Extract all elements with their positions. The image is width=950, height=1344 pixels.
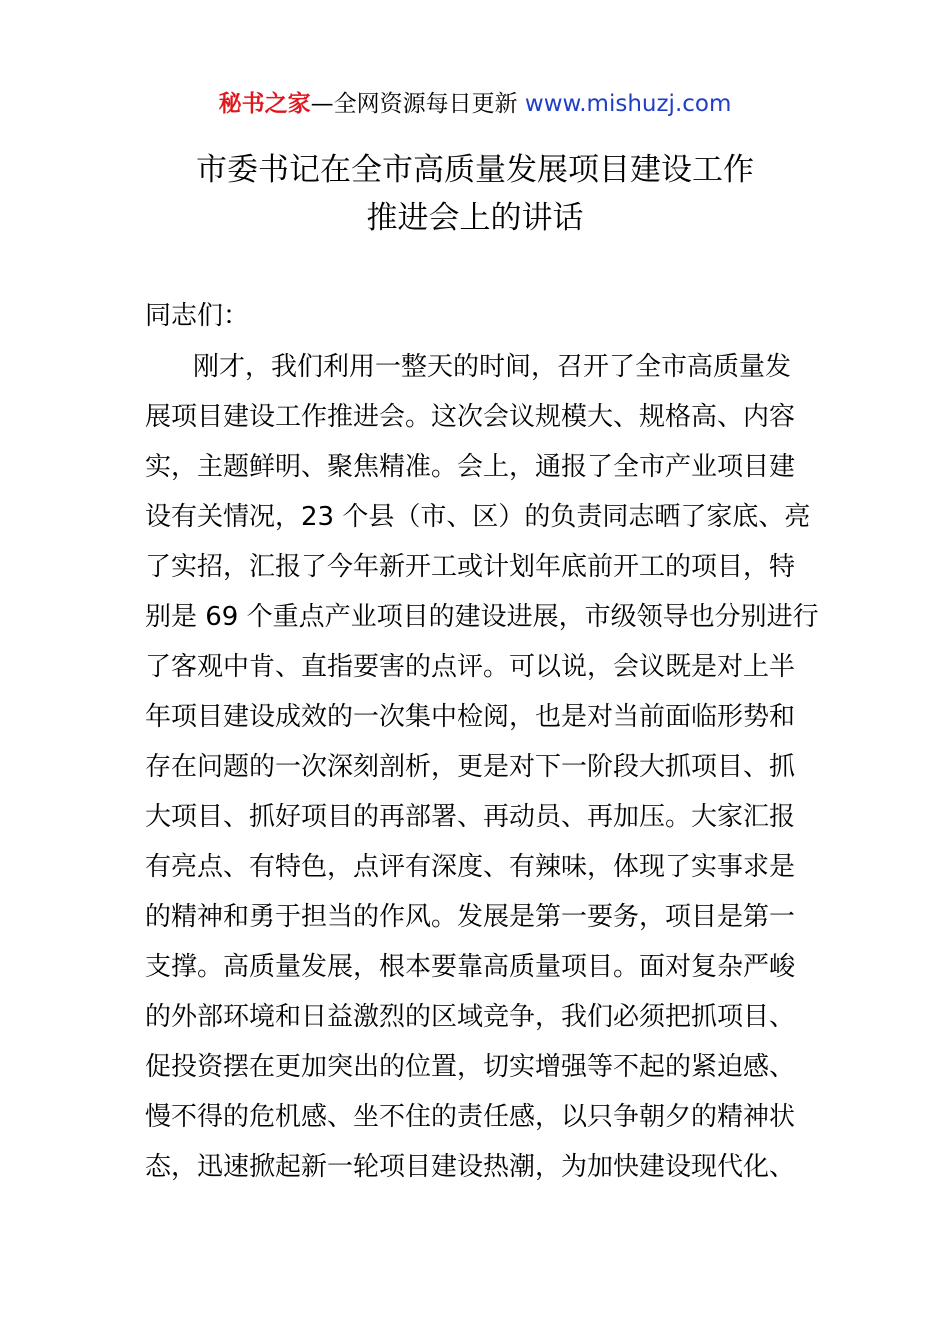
site-header <box>0 88 950 120</box>
body-line: 了客观中肯、直指要害的点评。可以说，会议既是对上半 <box>145 652 796 682</box>
body-line: 慢不得的危机感、坐不住的责任感，以只争朝夕的精神状 <box>145 1102 796 1132</box>
body-line: 态，迅速掀起新一轮项目建设热潮，为加快建设现代化、 <box>145 1152 796 1182</box>
site-url-link[interactable]: www.mishuzj.com <box>524 91 732 117</box>
body-line: 年项目建设成效的一次集中检阅，也是对当前面临形势和 <box>145 702 796 732</box>
body-line: 促投资摆在更加突出的位置，切实增强等不起的紧迫感、 <box>145 1052 796 1082</box>
body-line: 大项目、抓好项目的再部署、再动员、再加压。大家汇报 <box>145 802 796 832</box>
body-line: 的精神和勇于担当的作风。发展是第一要务，项目是第一 <box>145 902 796 932</box>
body-line: 支撑。高质量发展，根本要靠高质量项目。面对复杂严峻 <box>145 952 796 982</box>
body-line: 别是 69 个重点产业项目的建设进展，市级领导也分别进行 <box>145 602 819 632</box>
body-line: 刚才，我们利用一整天的时间，召开了全市高质量发 <box>193 352 792 382</box>
body-line: 的外部环境和日益激烈的区域竞争，我们必须把抓项目、 <box>145 1002 796 1032</box>
document-title-line-1: 市委书记在全市高质量发展项目建设工作 <box>196 152 754 188</box>
body-line: 展项目建设工作推进会。这次会议规模大、规格高、内容 <box>145 402 796 432</box>
speech-body <box>145 346 825 1196</box>
body-line: 有亮点、有特色，点评有深度、有辣味，体现了实事求是 <box>145 852 796 882</box>
document-title-line-2: 推进会上的讲话 <box>366 200 584 236</box>
header-tagline: —全网资源每日更新 <box>310 91 518 117</box>
body-line: 设有关情况，23 个县（市、区）的负责同志晒了家底、亮 <box>145 502 811 532</box>
body-line: 了实招，汇报了今年新开工或计划年底前开工的项目，特 <box>145 552 796 582</box>
salutation: 同志们： <box>145 301 250 331</box>
body-line: 实，主题鲜明、聚焦精准。会上，通报了全市产业项目建 <box>145 452 796 482</box>
body-line: 存在问题的一次深刻剖析，更是对下一阶段大抓项目、抓 <box>145 752 796 782</box>
brand-name: 秘书之家 <box>218 91 311 117</box>
